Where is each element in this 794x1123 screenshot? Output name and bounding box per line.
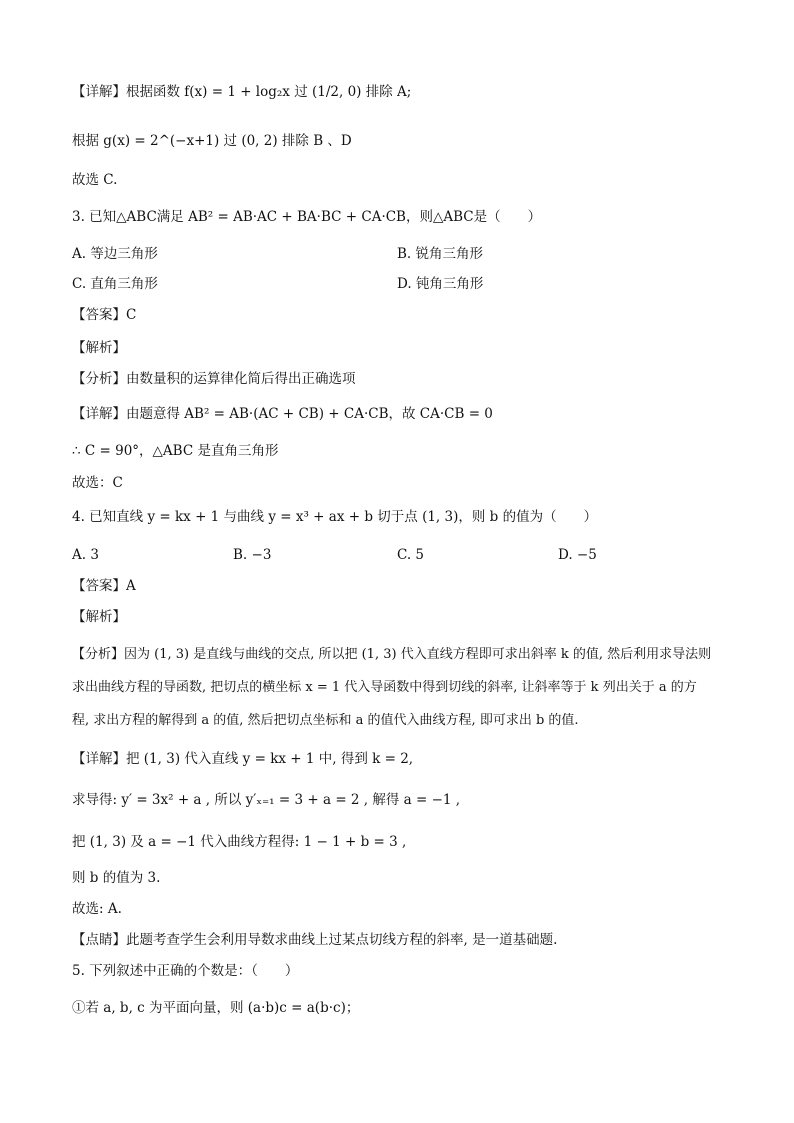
- text-line: 【分析】因为 (1, 3) 是直线与曲线的交点, 所以把 (1, 3) 代入直线方程即可求出斜率 k 的值, 然后利用求导法则: [72, 647, 712, 662]
- text-line: 【详解】由题意得 AB² = AB·(AC + CB) + CA·CB，故 CA·CB = 0: [72, 406, 493, 422]
- answer-label: 【答案】C: [72, 307, 137, 323]
- text-line: 程, 求出方程的解得到 a 的值, 然后把切点坐标和 a 的值代入曲线方程, 即可求出 b 的值.: [72, 713, 579, 728]
- question-3: 3. 已知△ABC满足 AB² = AB·AC + BA·BC + CA·CB，则△ABC是（ ）: [72, 209, 542, 225]
- text-line: 故选 C.: [72, 172, 118, 188]
- q4-option-a: A. 3: [72, 547, 99, 563]
- q4-option-c: C. 5: [397, 547, 425, 563]
- text-line: 把 (1, 3) 及 a = −1 代入曲线方程得: 1 − 1 + b = 3 ,: [72, 834, 407, 850]
- text-line: 则 b 的值为 3.: [72, 870, 161, 886]
- q4-option-d: D. −5: [558, 547, 597, 563]
- q3-option-c: C. 直角三角形: [72, 276, 158, 292]
- text-line: 求导得: y′ = 3x² + a , 所以 y′ₓ₌₁ = 3 + a = 2 , 解得 a = −1 ,: [72, 792, 461, 808]
- q3-option-a: A. 等边三角形: [72, 246, 158, 262]
- text-line: 【详解】根据函数 f(x) = 1 + log₂x 过 (1/2, 0) 排除 A;: [72, 84, 412, 100]
- q3-option-b: B. 锐角三角形: [397, 246, 484, 262]
- text-line: ①若 a, b, c 为平面向量，则 (a·b)c = a(b·c)；: [72, 1000, 360, 1016]
- analysis-label: 【解析】: [72, 609, 126, 625]
- text-line: ∴ C = 90°，△ABC 是直角三角形: [72, 443, 279, 459]
- text-line: 故选: A.: [72, 901, 122, 917]
- q4-option-b: B. −3: [233, 547, 272, 563]
- question-4: 4. 已知直线 y = kx + 1 与曲线 y = x³ + ax + b 切于点 (1, 3)，则 b 的值为（ ）: [72, 509, 598, 525]
- text-line: 【分析】由数量积的运算律化简后得出正确选项: [72, 371, 356, 387]
- text-line: 【详解】把 (1, 3) 代入直线 y = kx + 1 中, 得到 k = 2,: [72, 751, 414, 767]
- text-line: 根据 g(x) = 2^(−x+1) 过 (0, 2) 排除 B 、D: [72, 133, 352, 149]
- text-line: 故选：C: [72, 475, 123, 491]
- text-line: 【点睛】此题考查学生会利用导数求曲线上过某点切线方程的斜率, 是一道基础题.: [72, 932, 558, 948]
- analysis-label: 【解析】: [72, 340, 126, 356]
- question-5: 5. 下列叙述中正确的个数是：（ ）: [72, 963, 299, 979]
- q3-option-d: D. 钝角三角形: [397, 276, 484, 292]
- answer-label: 【答案】A: [72, 578, 136, 594]
- text-line: 求出曲线方程的导函数, 把切点的横坐标 x = 1 代入导函数中得到切线的斜率, 让斜率等于 k 列出关于 a 的方: [72, 680, 697, 695]
